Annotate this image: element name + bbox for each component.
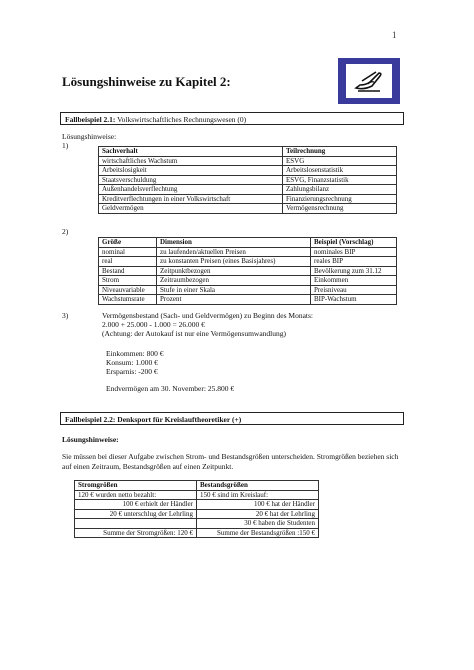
table-cell: Arbeitslosigkeit — [99, 166, 283, 176]
table-cell: Einkommen — [311, 276, 397, 286]
table-cell: 100 € erhielt der Händler — [75, 500, 197, 510]
table-strom-bestand — [74, 480, 319, 538]
table-header-row — [99, 238, 397, 248]
table-cell: 20 € hat der Lehrling — [197, 509, 319, 519]
table-header: Teilrechnung — [283, 147, 397, 157]
einkommen-line: Einkommen: 800 € — [106, 349, 164, 358]
chapter-title: Lösungshinweise zu Kapitel 2: — [62, 74, 231, 89]
table-cell: zu laufenden/aktuellen Preisen — [157, 247, 311, 257]
item3-marker: 3) — [62, 311, 69, 320]
table-cell: nominal — [99, 247, 157, 257]
item1-marker: 1) — [62, 141, 69, 150]
table-cell: Bestand — [99, 266, 157, 276]
table-header-row — [99, 147, 397, 157]
table-cell: Stufe in einer Skala — [157, 285, 311, 295]
endvermoegen-line: Endvermögen am 30. November: 25.800 € — [106, 384, 235, 393]
table-cell: nominales BIP — [311, 247, 397, 257]
table-cell: Geldvermögen — [99, 204, 283, 214]
table-cell: Vermögensrechnung — [283, 204, 397, 214]
case2-header — [60, 412, 404, 425]
table-cell: Wachstumsrate — [99, 295, 157, 305]
case2-hints-heading: Lösungshinweise: — [62, 435, 119, 444]
case1-title: Volkswirtschaftliches Rechnungswesen (0) — [117, 115, 247, 124]
table-cell: Arbeitslosenstatistik — [283, 166, 397, 176]
table-cell: Zahlungsbilanz — [283, 185, 397, 195]
table-row — [99, 185, 397, 195]
table-cell: ESVG, Finanzstatistik — [283, 175, 397, 185]
table-cell: 150 € sind im Kreislauf: — [197, 490, 319, 500]
table-header: Sachverhalt — [99, 147, 283, 157]
table-row — [99, 204, 397, 214]
icon-box — [338, 58, 400, 104]
table-cell: 30 € haben die Studenten — [197, 519, 319, 529]
table-row — [99, 175, 397, 185]
table-cell: Zeitraumbezogen — [157, 276, 311, 286]
table-header: Dimension — [157, 238, 311, 248]
item2-marker: 2) — [62, 227, 69, 236]
ersparnis-line: Ersparnis: -200 € — [106, 367, 158, 376]
table-cell: BIP-Wachstum — [311, 295, 397, 305]
table-row — [99, 166, 397, 176]
case1-header — [60, 112, 404, 125]
table-cell: Strom — [99, 276, 157, 286]
table-header: Beispiel (Vorschlag) — [311, 238, 397, 248]
table-teilrechnung — [98, 146, 397, 214]
table-cell: Summe der Bestandsgrößen :150 € — [197, 528, 319, 538]
table-header: Größe — [99, 238, 157, 248]
table-row — [99, 194, 397, 204]
table-cell: 100 € hat der Händler — [197, 500, 319, 510]
table-header-row — [75, 481, 319, 491]
table-cell: Summe der Stromgrößen: 120 € — [75, 528, 197, 538]
table-cell: Staatsverschuldung — [99, 175, 283, 185]
table-cell: Außenhandelsverflechtung — [99, 185, 283, 195]
table-row — [75, 490, 319, 500]
table-cell: reales BIP — [311, 257, 397, 267]
table-cell: Kreditverflechtungen in einer Volkswirtschaft — [99, 194, 283, 204]
table-row — [75, 500, 319, 510]
table-cell: Niveauvariable — [99, 285, 157, 295]
table-cell: 120 € wurden netto bezahlt: — [75, 490, 197, 500]
table-row — [99, 247, 397, 257]
table-cell: Bevölkerung zum 31.12 — [311, 266, 397, 276]
case2-paragraph: Sie müssen bei dieser Aufgabe zwischen Strom- und Bestandsgrößen unterscheiden. Stromgrößen beziehen sich auf einen Zeitraum, Bestandsgrößen auf einen Zeitpunkt. — [62, 452, 399, 471]
case1-hints-heading: Lösungshinweise: — [62, 132, 117, 141]
konsum-line: Konsum: 1.000 € — [106, 358, 158, 367]
table-row — [99, 266, 397, 276]
table-row — [75, 509, 319, 519]
table-row — [75, 519, 319, 529]
case2-title: Denksport für Kreislauftheoretiker (+) — [117, 415, 242, 424]
table-row — [99, 285, 397, 295]
table-row — [99, 156, 397, 166]
table-cell: Preisniveau — [311, 285, 397, 295]
writing-hand-icon — [346, 64, 392, 98]
table-cell: ESVG — [283, 156, 397, 166]
table-cell: Prozent — [157, 295, 311, 305]
table-cell: zu konstanten Preisen (eines Basisjahres) — [157, 257, 311, 267]
item3-note: (Achtung: der Autokauf ist nur eine Vermögensumwandlung) — [102, 329, 286, 338]
item3-calc: 2.000 + 25.000 - 1.000 = 26.000 € — [102, 320, 205, 329]
table-cell: 20 € unterschlug der Lehrling — [75, 509, 197, 519]
page-number: 1 — [392, 30, 397, 40]
table-cell — [75, 519, 197, 529]
table-groessen — [98, 237, 397, 305]
table-header: Stromgrößen — [75, 481, 197, 491]
case2-label: Fallbeispiel 2.2: — [65, 415, 116, 424]
case1-label: Fallbeispiel 2.1: — [65, 115, 116, 124]
table-cell: Zeitpunktbezogen — [157, 266, 311, 276]
table-cell: Finanzierungsrechnung — [283, 194, 397, 204]
table-cell: wirtschaftliches Wachstum — [99, 156, 283, 166]
table-row — [99, 276, 397, 286]
table-cell: real — [99, 257, 157, 267]
item3-text: Vermögensbestand (Sach- und Geldvermögen) zu Beginn des Monats: — [102, 311, 313, 320]
table-row — [99, 295, 397, 305]
table-header: Bestandsgrößen — [197, 481, 319, 491]
table-row — [99, 257, 397, 267]
table-sum-row — [75, 528, 319, 538]
